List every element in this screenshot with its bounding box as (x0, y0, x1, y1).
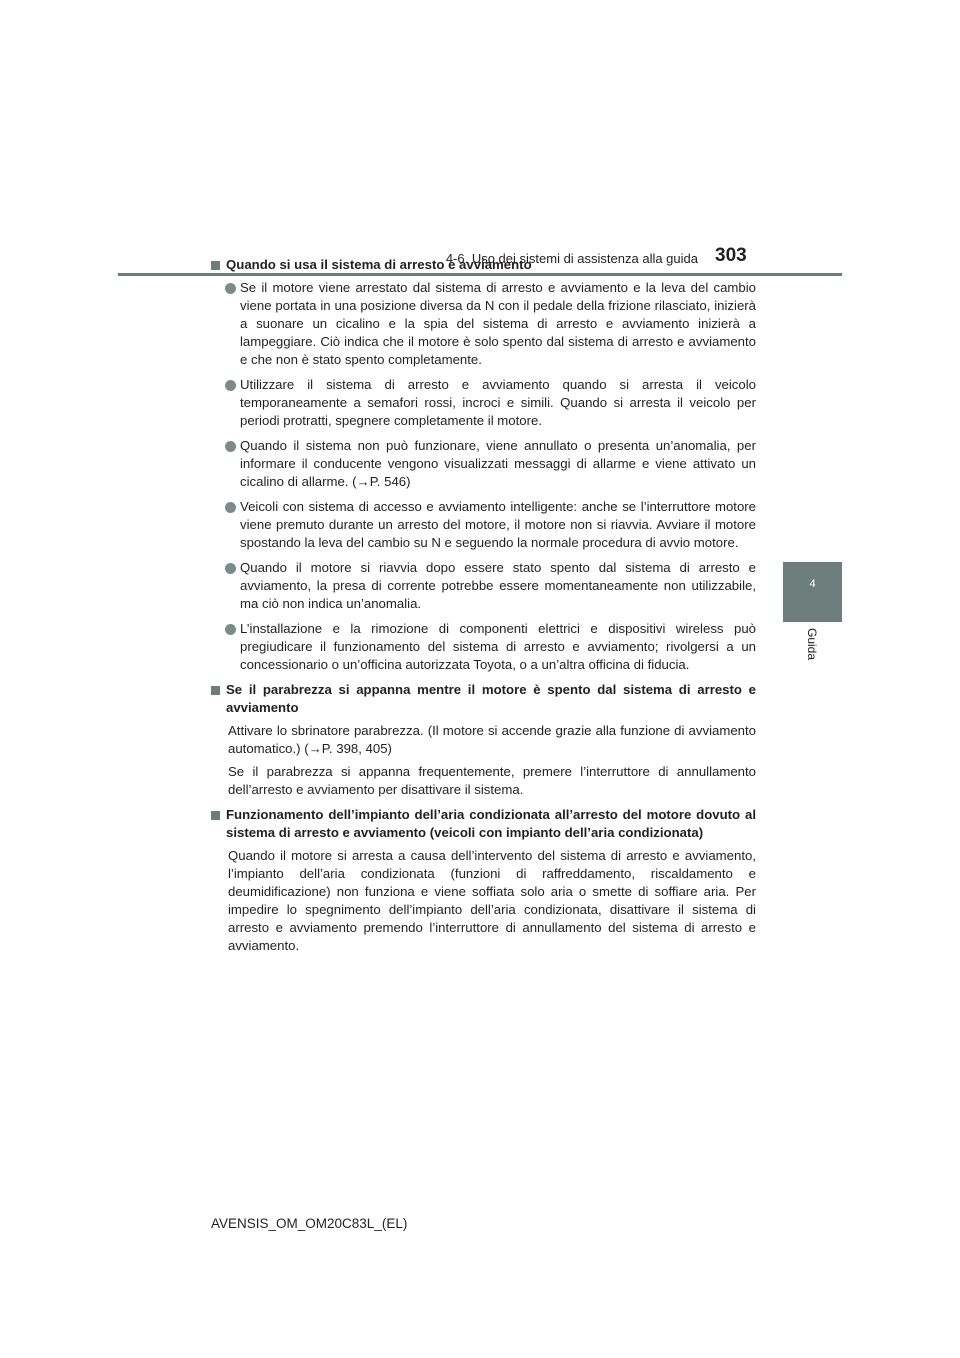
circle-bullet-icon (225, 624, 236, 635)
chapter-tab[interactable] (783, 562, 842, 622)
square-bullet-icon (211, 811, 220, 820)
list-item-text: L’installazione e la rimozione di componenti elettrici e dispositivi wireless può pregiudicare il funzionamento del sistema di arresto e avviamento; rivolgersi a un concessionario o un’officina autorizzata Toyota, o a un’altra officina di fiducia. (240, 621, 756, 672)
list-item (211, 620, 756, 674)
section-heading (211, 806, 756, 842)
circle-bullet-icon (225, 380, 236, 391)
paragraph: Quando il motore si arresta a causa dell’intervento del sistema di arresto e avviamento, l’impianto dell’aria condizionata (funzioni di raffreddamento, riscaldamento e deumidificazione) non funziona e viene soffiata solo aria o smette di soffiare aria. Per impedire lo spegnimento dell’impianto dell’aria condizionata, disattivare il sistema di arresto e avviamento premendo l’interruttore di annullamento del sistema di arresto e avviamento. (228, 848, 756, 953)
circle-bullet-icon (225, 441, 236, 452)
circle-bullet-icon (225, 283, 236, 294)
circle-bullet-icon (225, 502, 236, 513)
list-item (211, 559, 756, 613)
section-heading-text: Quando si usa il sistema di arresto e avviamento (226, 257, 532, 272)
paragraph: Attivare lo sbrinatore parabrezza. (Il motore si accende grazie alla funzione di avviamento automatico.) (→P. 398, 405) (228, 723, 756, 756)
section-heading (211, 256, 756, 274)
section-title: 4-6. Uso dei sistemi di assistenza alla guida (445, 251, 698, 266)
chapter-tab-number: 4 (809, 578, 816, 590)
list-item-text: Se il motore viene arrestato dal sistema di arresto e avviamento e la leva del cambio viene portata in una posizione diversa da N con il pedale della frizione rilasciato, inizierà a suonare un cicalino e la spia del sistema di arresto e avviamento inizierà a lampeggiare. Ciò indica che il motore è solo spento dal sistema di arresto e avviamento e che non è stato spento completamente. (240, 280, 756, 367)
list-item-text: Utilizzare il sistema di arresto e avviamento quando si arresta il veicolo temporaneamente a semafori rossi, incroci e simili. Quando si arresta il veicolo per periodi protratti, spegnere completamente il motore. (240, 377, 756, 428)
main-content (211, 256, 756, 955)
list-item-text: Quando il sistema non può funzionare, viene annullato o presenta un’anomalia, per informare il conducente vengono visualizzati messaggi di allarme e viene attivato un cicalino di allarme. (→P. 546) (240, 438, 756, 489)
list-item (211, 498, 756, 552)
list-item (211, 279, 756, 369)
paragraph: Se il parabrezza si appanna frequentemente, premere l’interruttore di annullamento dell’arresto e avviamento per disattivare il sistema. (228, 764, 756, 797)
square-bullet-icon (211, 261, 220, 270)
list-item (211, 376, 756, 430)
chapter-tab-label: Guida (805, 628, 819, 661)
circle-bullet-icon (225, 563, 236, 574)
list-item (211, 437, 756, 491)
list-item-text: Veicoli con sistema di accesso e avviamento intelligente: anche se l’interruttore motore viene premuto durante un arresto del motore, il motore non si riavvia. Avviare il motore spostando la leva del cambio su N e seguendo la normale procedura di avvio motore. (240, 499, 756, 550)
square-bullet-icon (211, 686, 220, 695)
section-heading-text: Funzionamento dell’impianto dell’aria condizionata all’arresto del motore dovuto al sistema di arresto e avviamento (veicoli con impianto dell’aria condizionata) (226, 807, 756, 840)
page-number: 303 (715, 245, 747, 266)
list-item-text: Quando il motore si riavvia dopo essere stato spento dal sistema di arresto e avviamento, la presa di corrente potrebbe essere momentaneamente non utilizzabile, ma ciò non indica un’anomalia. (240, 560, 756, 611)
section-heading (211, 681, 756, 717)
section-heading-text: Se il parabrezza si appanna mentre il motore è spento dal sistema di arresto e avviamento (226, 682, 756, 715)
document-code: AVENSIS_OM_OM20C83L_(EL) (211, 1216, 408, 1231)
